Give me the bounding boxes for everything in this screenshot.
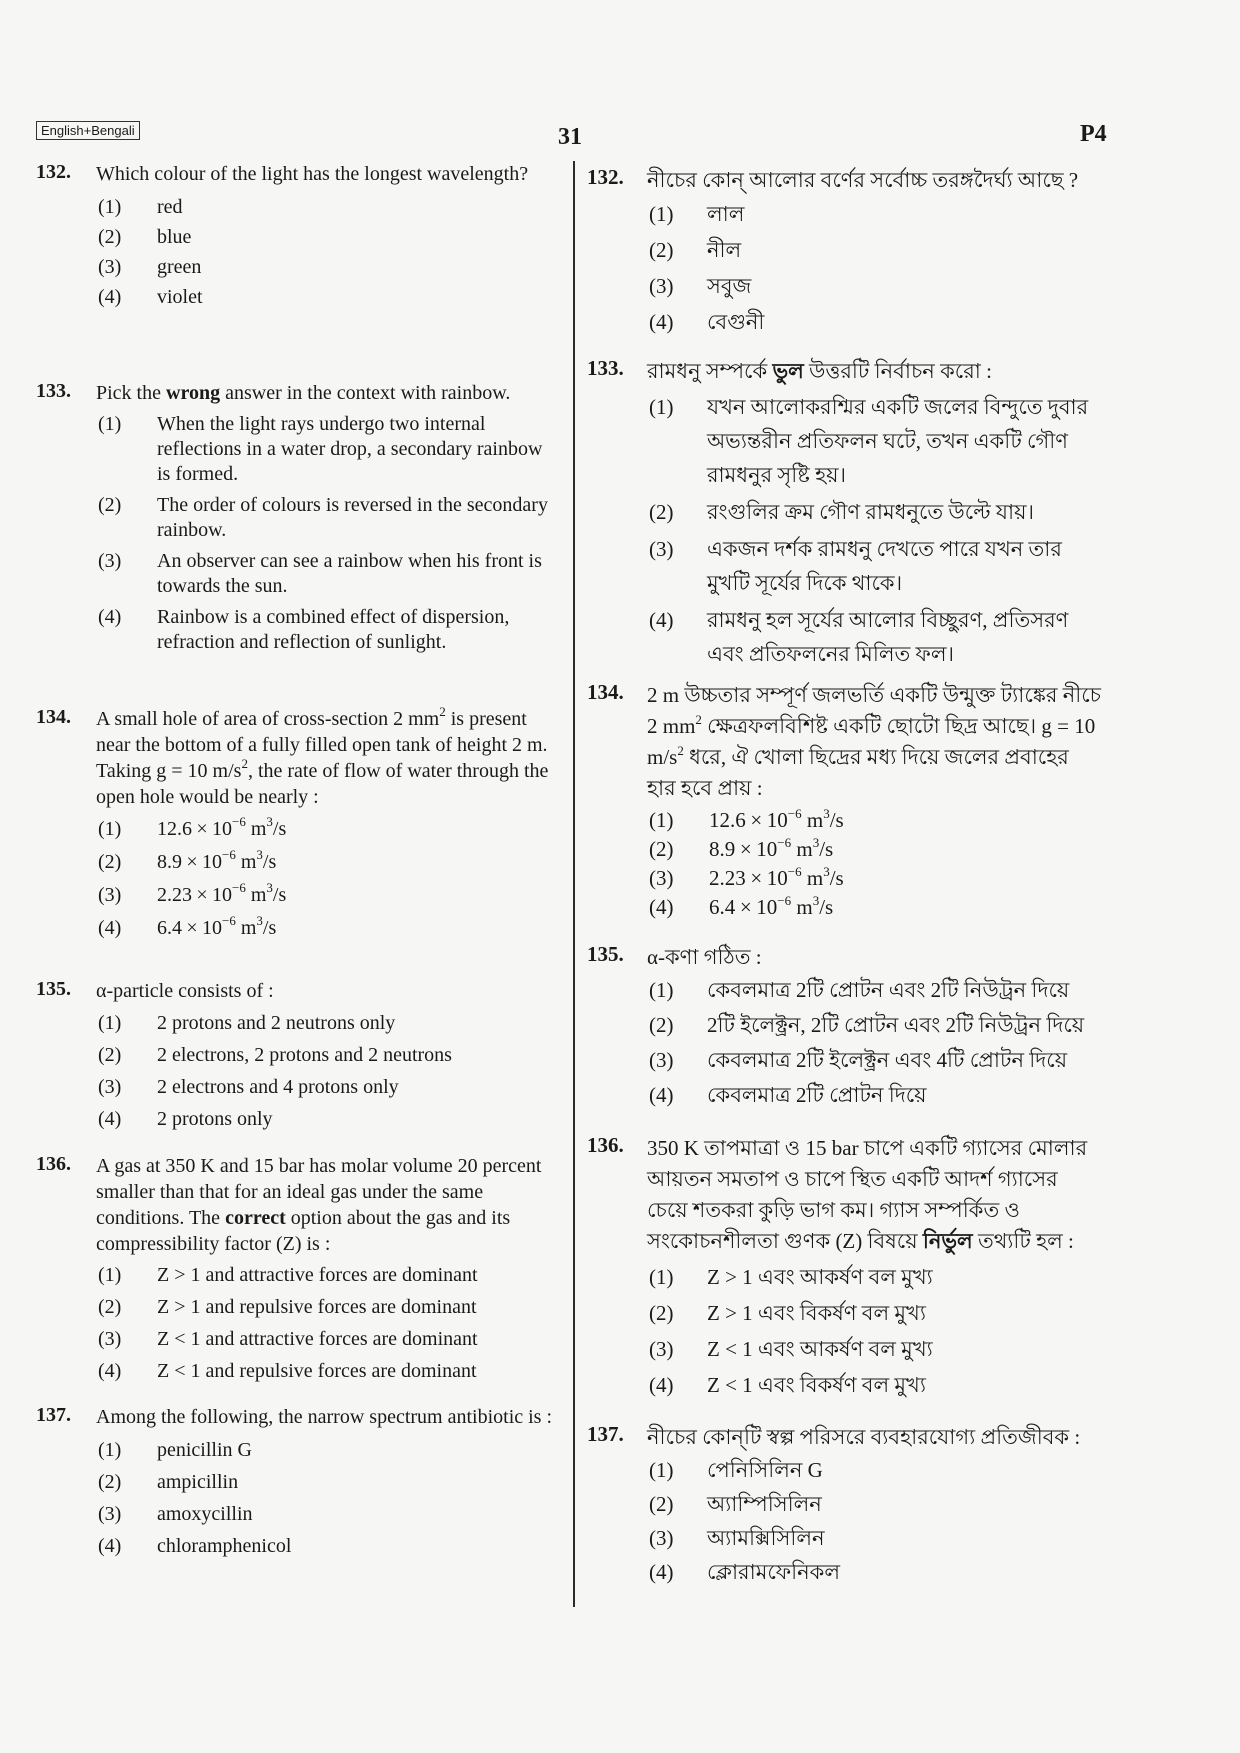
option-text: Z > 1 and repulsive forces are dominant (157, 1296, 477, 1318)
option-text: একজন দর্শক রামধনু দেখতে পারে যখন তার মুখটি সূর্যের দিকে থাকে। (707, 537, 1062, 595)
question-number: 137. (587, 1422, 624, 1446)
option-text: Z < 1 and attractive forces are dominant (157, 1328, 478, 1350)
option-text: violet (157, 286, 203, 308)
question-number: 135. (587, 942, 624, 966)
option-1 (649, 1261, 1102, 1294)
question-stem: α-কণা গঠিত : (647, 945, 762, 969)
option-text: নীল (707, 238, 742, 262)
option-number: (3) (98, 1503, 122, 1525)
option-3 (649, 1333, 1102, 1366)
question-stem: Pick the wrong answer in the context with rainbow. (96, 382, 511, 404)
option-2 (649, 1297, 1102, 1330)
option-value: $2.23 \times 10^{-6}$ $m^3/s$ (709, 864, 844, 890)
question-stem: A small hole of area of cross-section 2 $mm^2$ is present near the bottom of a fully filled open tank of height 2 m. Taking g = 10 $m/s^2$, the rate of flow of water through the open hole would be nearly : (96, 704, 549, 808)
question-number: 134. (36, 706, 71, 728)
option-number: (1) (649, 1265, 674, 1289)
question-132-en (36, 161, 556, 310)
question-137-bn (587, 1422, 1102, 1589)
option-2 (649, 234, 1102, 267)
option-number: (2) (649, 500, 674, 524)
option-number: (3) (649, 274, 674, 298)
option-1 (98, 412, 556, 487)
question-136-bn (587, 1133, 1102, 1402)
option-number: (1) (98, 1439, 122, 1461)
question-number: 133. (587, 356, 624, 380)
option-4 (98, 1358, 556, 1384)
option-2 (98, 1294, 556, 1320)
option-number: (1) (649, 808, 674, 832)
question-number: 132. (36, 161, 71, 183)
option-4 (649, 1556, 1102, 1589)
option-3 (649, 270, 1102, 303)
option-number: (2) (98, 494, 122, 516)
option-3 (98, 1326, 556, 1352)
question-133-en (36, 380, 556, 655)
language-tag: English+Bengali (36, 121, 140, 140)
option-number: (3) (98, 256, 122, 278)
option-number: (2) (649, 1013, 674, 1037)
option-number: (2) (98, 1296, 122, 1318)
option-text: অ্যাম্পিসিলিন (707, 1492, 822, 1516)
option-3 (649, 1044, 1102, 1077)
option-number: (2) (98, 1471, 122, 1493)
option-4 (98, 1106, 556, 1132)
option-number: (1) (98, 1264, 122, 1286)
question-stem: নীচের কোন্ আলোর বর্ণের সর্বোচ্চ তরঙ্গদৈর্ঘ্য আছে ? (647, 168, 1079, 192)
option-4 (649, 603, 1102, 671)
option-number: (2) (98, 226, 122, 248)
question-136-en (36, 1153, 556, 1384)
option-3 (98, 254, 556, 280)
option-4 (98, 284, 556, 310)
question-number: 135. (36, 978, 71, 1000)
option-4 (649, 306, 1102, 339)
option-text: penicillin G (157, 1439, 252, 1461)
option-3 (98, 1074, 556, 1100)
question-stem: নীচের কোন্‌টি স্বল্প পরিসরে ব্যবহারযোগ্য প্রতিজীবক : (647, 1425, 1081, 1449)
option-text: Z < 1 এবং বিকর্ষণ বল মুখ্য (707, 1373, 926, 1397)
option-2 (649, 835, 1102, 864)
option-number: (2) (649, 1301, 674, 1325)
question-134-en (36, 706, 556, 941)
option-text: ক্লোরামফেনিকল (707, 1560, 841, 1584)
question-stem: Among the following, the narrow spectrum antibiotic is : (96, 1406, 553, 1428)
option-number: (4) (649, 310, 674, 334)
option-text: অ্যামক্সিসিলিন (707, 1526, 825, 1550)
option-text: An observer can see a rainbow when his front is towards the sun. (157, 550, 542, 597)
option-2 (98, 849, 556, 875)
option-text: chloramphenicol (157, 1535, 292, 1557)
option-text: When the light rays undergo two internal reflections in a water drop, a secondary rainbow is formed. (157, 413, 543, 485)
option-number: (4) (649, 1083, 674, 1107)
option-number: (2) (98, 851, 122, 873)
option-text: Z > 1 এবং বিকর্ষণ বল মুখ্য (707, 1301, 926, 1325)
page-number: 31 (558, 124, 582, 150)
option-number: (4) (649, 608, 674, 632)
option-3 (649, 864, 1102, 893)
option-number: (3) (98, 1076, 122, 1098)
option-text: 2টি ইলেক্ট্রন, 2টি প্রোটন এবং 2টি নিউট্রন দিয়ে (707, 1013, 1085, 1037)
option-4 (649, 1369, 1102, 1402)
option-number: (1) (98, 413, 122, 435)
option-number: (1) (649, 395, 674, 419)
option-number: (4) (649, 1560, 674, 1584)
option-1 (98, 1437, 556, 1463)
option-number: (4) (98, 1535, 122, 1557)
option-text: The order of colours is reversed in the secondary rainbow. (157, 494, 548, 541)
question-number: 133. (36, 380, 71, 402)
question-134-bn (587, 680, 1102, 922)
paper-code: P4 (1080, 121, 1107, 147)
question-stem: Which colour of the light has the longest wavelength? (96, 163, 529, 185)
option-number: (4) (98, 1108, 122, 1130)
option-number: (4) (98, 1360, 122, 1382)
option-2 (98, 1469, 556, 1495)
question-137-en (36, 1404, 556, 1559)
option-text: 2 protons only (157, 1108, 273, 1130)
option-number: (3) (649, 1337, 674, 1361)
option-number: (1) (98, 818, 122, 840)
option-text: 2 electrons, 2 protons and 2 neutrons (157, 1044, 452, 1066)
option-text: লাল (707, 202, 745, 226)
option-value: $2.23 \times 10^{-6}$ $m^3/s$ (157, 880, 287, 906)
option-text: যখন আলোকরশ্মির একটি জলের বিন্দুতে দুবার অভ্যন্তরীন প্রতিফলন ঘটে, তখন একটি গৌণ রামধনুর সৃষ্টি হয়। (707, 395, 1089, 487)
option-2 (649, 1009, 1102, 1042)
question-stem: রামধনু সম্পর্কে ভুল উত্তরটি নির্বাচন করো : (647, 359, 992, 383)
option-4 (649, 893, 1102, 922)
question-stem: A gas at 350 K and 15 bar has molar volume 20 percent smaller than that for an ideal gas under the same conditions. The correct option about the gas and its compressibility factor (Z) is : (96, 1155, 542, 1255)
question-133-bn (587, 356, 1102, 671)
option-3 (98, 882, 556, 908)
option-number: (4) (649, 895, 674, 919)
option-number: (3) (649, 866, 674, 890)
option-value: $6.4 \times 10^{-6}$ $m^3/s$ (157, 913, 277, 939)
question-number: 132. (587, 165, 624, 189)
option-text: 2 protons and 2 neutrons only (157, 1012, 396, 1034)
option-text: green (157, 256, 202, 278)
option-text: Z > 1 এবং আকর্ষণ বল মুখ্য (707, 1265, 933, 1289)
question-number: 136. (36, 1153, 71, 1175)
option-1 (98, 194, 556, 220)
option-1 (98, 816, 556, 842)
option-number: (2) (649, 238, 674, 262)
question-number: 137. (36, 1404, 71, 1426)
question-stem: α-particle consists of : (96, 980, 274, 1002)
option-number: (3) (98, 550, 122, 572)
option-text: 2 electrons and 4 protons only (157, 1076, 399, 1098)
option-number: (1) (98, 196, 122, 218)
option-text: কেবলমাত্র 2টি প্রোটন দিয়ে (707, 1083, 927, 1107)
option-text: কেবলমাত্র 2টি ইলেক্ট্রন এবং 4টি প্রোটন দিয়ে (707, 1048, 1068, 1072)
option-3 (98, 1501, 556, 1527)
option-value: $8.9 \times 10^{-6}$ $m^3/s$ (157, 847, 277, 873)
option-number: (3) (649, 537, 674, 561)
option-number: (2) (649, 1492, 674, 1516)
option-2 (98, 493, 556, 543)
option-1 (98, 1010, 556, 1036)
option-3 (649, 532, 1102, 600)
option-text: amoxycillin (157, 1503, 253, 1525)
option-text: রংগুলির ক্রম গৌণ রামধনুতে উল্টে যায়। (707, 500, 1034, 524)
option-number: (3) (98, 1328, 122, 1350)
option-text: ampicillin (157, 1471, 239, 1493)
question-stem: 350 K তাপমাত্রা ও 15 bar চাপে একটি গ্যাসের মোলার আয়তন সমতাপ ও চাপে স্থিত একটি আদর্শ গ্যাসের চেয়ে শতকরা কুড়ি ভাগ কম। গ্যাস সম্পর্কিত ও সংকোচনশীলতা গুণক (Z) বিষয়ে নির্ভুল তথ্যটি হল : (647, 1136, 1088, 1253)
option-text: Z < 1 এবং আকর্ষণ বল মুখ্য (707, 1337, 933, 1361)
option-4 (98, 605, 556, 655)
option-number: (2) (649, 837, 674, 861)
question-stem: 2 m উচ্চতার সম্পূর্ণ জলভর্তি একটি উন্মুক্ত ট্যাঙ্কের নীচে 2 $mm^2$ ক্ষেত্রফলবিশিষ্ট একটি ছোটো ছিদ্র আছে। g = 10 $m/s^2$ ধরে, ঐ খোলা ছিদ্রের মধ্য দিয়ে জলের প্রবাহের হার হবে প্রায় : (647, 683, 1102, 800)
option-number: (4) (98, 606, 122, 628)
option-2 (98, 1042, 556, 1068)
option-text: blue (157, 226, 192, 248)
option-number: (3) (98, 884, 122, 906)
question-135-en (36, 978, 556, 1132)
option-1 (649, 198, 1102, 231)
option-text: কেবলমাত্র 2টি প্রোটন এবং 2টি নিউট্রন দিয়ে (707, 978, 1070, 1002)
option-text: red (157, 196, 183, 218)
option-number: (1) (98, 1012, 122, 1034)
option-2 (98, 224, 556, 250)
option-1 (649, 806, 1102, 835)
option-2 (649, 495, 1102, 529)
option-1 (649, 974, 1102, 1007)
option-1 (649, 390, 1102, 492)
option-value: $8.9 \times 10^{-6}$ $m^3/s$ (709, 835, 834, 861)
option-text: Z > 1 and attractive forces are dominant (157, 1264, 478, 1286)
option-text: রামধনু হল সূর্যের আলোর বিচ্ছুরণ, প্রতিসরণ এবং প্রতিফলনের মিলিত ফল। (707, 608, 1069, 666)
question-132-bn (587, 165, 1102, 339)
option-text: Z < 1 and repulsive forces are dominant (157, 1360, 477, 1382)
option-4 (649, 1079, 1102, 1112)
option-value: $12.6 \times 10^{-6}$ $m^3/s$ (709, 806, 844, 832)
option-text: সবুজ (707, 274, 752, 298)
option-1 (649, 1454, 1102, 1487)
option-text: Rainbow is a combined effect of dispersion, refraction and reflection of sunlight. (157, 606, 510, 653)
question-number: 134. (587, 680, 624, 704)
option-3 (98, 549, 556, 599)
question-number: 136. (587, 1133, 624, 1157)
option-number: (4) (98, 286, 122, 308)
question-135-bn (587, 942, 1102, 1112)
option-number: (1) (649, 202, 674, 226)
option-number: (1) (649, 978, 674, 1002)
option-number: (4) (649, 1373, 674, 1397)
option-value: $6.4 \times 10^{-6}$ $m^3/s$ (709, 893, 834, 919)
column-divider (573, 161, 575, 1607)
option-4 (98, 915, 556, 941)
option-text: পেনিসিলিন G (707, 1458, 823, 1482)
option-number: (3) (649, 1526, 674, 1550)
option-number: (4) (98, 917, 122, 939)
option-2 (649, 1488, 1102, 1521)
option-1 (98, 1262, 556, 1288)
option-number: (2) (98, 1044, 122, 1066)
option-number: (1) (649, 1458, 674, 1482)
option-4 (98, 1533, 556, 1559)
option-3 (649, 1522, 1102, 1555)
option-text: বেগুনী (707, 310, 765, 334)
option-value: $12.6 \times 10^{-6}$ $m^3/s$ (157, 814, 287, 840)
option-number: (3) (649, 1048, 674, 1072)
